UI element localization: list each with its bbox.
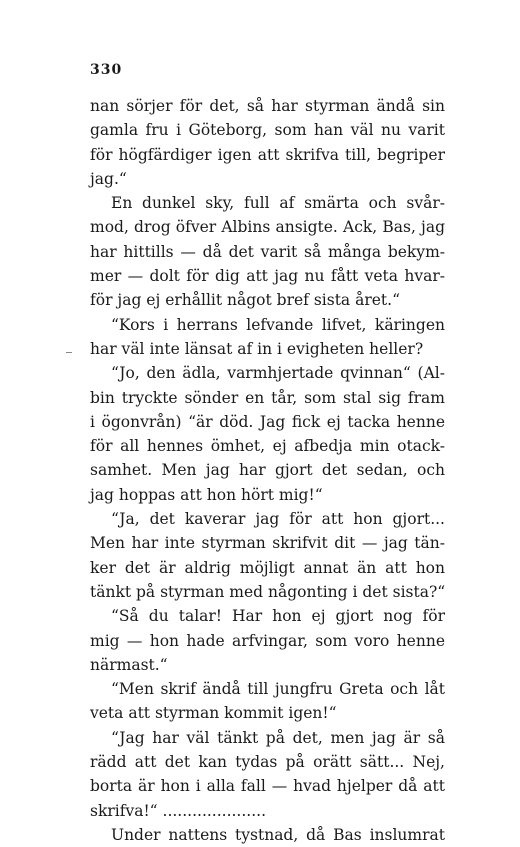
text-line: “Så du talar! Har hon ej gjort nog för bbox=[111, 607, 445, 626]
body-text bbox=[90, 94, 445, 847]
text-line: närmast.“ bbox=[90, 655, 168, 674]
text-line: “Jag har väl tänkt på det, men jag är så bbox=[111, 728, 445, 747]
text-line: mig — hon hade arfvingar, som voro henne bbox=[90, 631, 445, 650]
text-line: “Kors i herrans lefvande lifvet, käringen bbox=[111, 315, 445, 334]
text-line: jag.“ bbox=[90, 169, 127, 188]
text-line: mer — dolt för dig att jag nu fått veta hvar- bbox=[90, 267, 445, 286]
text-line: samhet. Men jag har gjort det sedan, och bbox=[90, 461, 445, 480]
text-line: gamla fru i Göteborg, som han väl nu varit bbox=[90, 121, 445, 140]
text-line: “Jo, den ädla, varmhjertade qvinnan“ (Al- bbox=[111, 364, 445, 383]
text-line: skrifva!“ ..................... bbox=[90, 801, 266, 820]
text-line: har väl inte länsat af in i evigheten heller? bbox=[90, 339, 424, 358]
text-line: för all hennes ömhet, ej afbedja min otack- bbox=[90, 437, 445, 456]
text-line: “Men skrif ändå till jungfru Greta och låt bbox=[111, 680, 445, 699]
text-line: för jag ej erhållit något bref sista året.“ bbox=[90, 291, 401, 310]
text-line: Under nattens tystnad, då Bas inslumrat bbox=[111, 825, 445, 844]
text-line: “Ja, det kaverar jag för att hon gjort... bbox=[111, 510, 445, 529]
page-number: 330 bbox=[90, 62, 123, 78]
text-line: ker det är aldrig möjligt annat än att hon bbox=[90, 558, 445, 577]
text-line: rädd att det kan tydas på orätt sätt... Nej, bbox=[90, 753, 445, 772]
text-line: har hittills — då det varit så många bekym- bbox=[90, 242, 445, 261]
text-line: veta att styrman kommit igen!“ bbox=[90, 704, 337, 723]
text-line: bin tryckte sönder en tår, som stal sig fram bbox=[90, 388, 445, 407]
text-line: En dunkel sky, full af smärta och svår- bbox=[111, 194, 445, 213]
text-line: jag hoppas att hon hört mig!“ bbox=[90, 485, 323, 504]
text-line: tänkt på styrman med någonting i det sista?“ bbox=[90, 582, 446, 601]
text-line: borta är hon i alla fall — hvad hjelper då att bbox=[90, 777, 445, 796]
text-line: för högfärdiger igen att skrifva till, begriper bbox=[90, 145, 445, 164]
text-line: nan sörjer för det, så har styrman ändå sin bbox=[90, 97, 445, 115]
margin-mark bbox=[66, 352, 72, 353]
text-line: mod, drog öfver Albins ansigte. Ack, Bas, jag bbox=[90, 218, 445, 237]
text-line: Men har inte styrman skrifvit dit — jag tän- bbox=[90, 534, 445, 553]
text-line: i ögonvrån) “är död. Jag fick ej tacka henne bbox=[90, 412, 445, 431]
